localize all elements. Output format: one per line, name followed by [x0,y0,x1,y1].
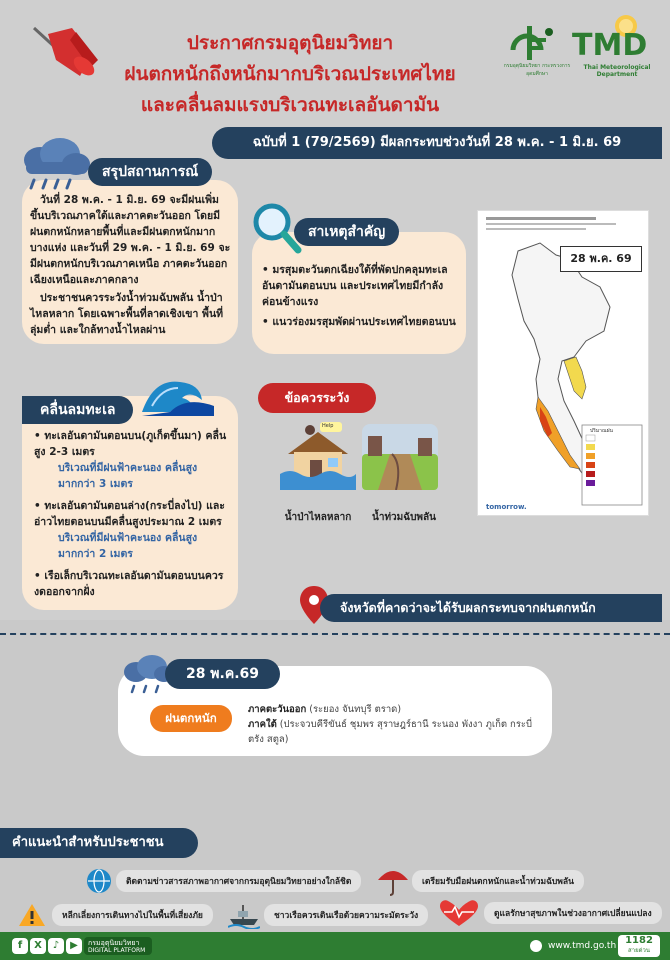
platform-line-1: กรมอุตุนิยมวิทยา [88,939,140,947]
summary-paragraph-1: วันที่ 28 พ.ค. - 1 มิ.ย. 69 จะมีฝนเพิ่มขึ้นบริเวณภาคใต้และภาคตะวันออก โดยมีฝนตกหนักหลายพื้นที่และมีฝนตกหนักมากบางแห่ง และวันที่ 29 พ.ค. - 1 มิ.ย. 69 จะมีฝนตกหนักบริเวณภาคเหนือ ภาคตะวันออกเฉียงเหนือและภาคกลาง [30,194,231,286]
flash-flood-house-icon [280,422,356,490]
pushpin-icon [26,20,106,100]
wave-item-1-main: ทะเลอันดามันตอนบน(ภูเก็ตขึ้นมา) คลื่นสูง 2-3 เมตร [34,430,227,458]
list-item: • ทะเลอันดามันตอนบน(ภูเก็ตขึ้นมา) คลื่นสูง 2-3 เมตร บริเวณที่มีฝนฟ้าคะนอง คลื่นสูงมากกว่า 3 เมตร [34,428,234,492]
x-icon[interactable]: X [30,938,46,954]
title-line-1: ประกาศกรมอุตุนิยมวิทยา [186,32,394,54]
hazard-flash-flood-label: น้ำป่าไหลหลาก [284,512,352,523]
region-south-provinces: (ประจวบคีรีขันธ์ ชุมพร สุราษฎร์ธานี ระนอง พังงา ภูเก็ต กระบี่ ตรัง สตูล) [248,719,533,745]
hotline-label: สายด่วน [628,947,650,954]
region-east-label: ภาคตะวันออก [248,704,307,715]
boat-icon [228,901,260,929]
advice-item-1 [86,866,361,896]
tiktok-icon[interactable]: ♪ [48,938,64,954]
advice-item-2 [376,866,584,896]
page-title [95,28,485,121]
advice-heading: คำแนะนำสำหรับประชาชน [0,828,198,858]
website-link[interactable]: www.tmd.go.th [548,941,617,951]
region-south-label: ภาคใต้ [248,719,277,730]
map-brand: tomorrow. [486,503,527,511]
list-item: • ทะเลอันดามันตอนล่าง(กระบี่ลงไป) และอ่าวไทยตอนบนมีคลื่นสูงประมาณ 2 เมตร บริเวณที่มีฝนฟ้าคะนอง คลื่นสูงมากกว่า 2 เมตร [34,498,234,562]
tmd-caption: Thai Meteorological Department [583,64,651,78]
region-east [248,702,548,717]
platform-line-2: DIGITAL PLATFORM [88,947,146,954]
list-item: • มรสุมตะวันตกเฉียงใต้ที่พัดปกคลุมทะเลอันดามันตอนบน และประเทศไทยมีกำลังค่อนข้างแรง [262,264,448,308]
waves-list [34,428,234,600]
advice-item-2-text: เตรียมรับมือฝนตกหนักและน้ำท่วมฉับพลัน [412,870,584,892]
affected-provinces-banner: จังหวัดที่คาดว่าจะได้รับผลกระทบจากฝนตกหนัก [320,594,662,622]
hazard-sudden-flood-label: น้ำท่วมฉับพลัน [372,512,436,523]
advice-item-4 [228,900,428,930]
wave-item-1-sub: บริเวณที่มีฝนฟ้าคะนอง คลื่นสูงมากกว่า 3 เมตร [58,462,198,490]
flash-flood-road-icon [362,424,438,490]
web-icon [530,940,542,952]
affected-regions [248,702,548,747]
advice-item-3-text: หลีกเลี่ยงการเดินทางไปในพื้นที่เสี่ยงภัย [52,904,213,926]
umbrella-icon [376,866,410,896]
summary-heading: สรุปสถานการณ์ [88,158,212,186]
advice-item-4-text: ชาวเรือควรเดินเรือด้วยความระมัดระวัง [264,904,428,926]
title-line-3: และคลื่นลมแรงบริเวณทะเลอันดามัน [140,94,440,116]
map-date-label: 28 พ.ค. 69 [560,246,642,272]
region-east-provinces: (ระยอง จันทบุรี ตราด) [309,704,402,715]
hotline-badge[interactable] [618,935,660,957]
advice-item-5-text: ดูแลรักษาสุขภาพในช่วงอากาศเปลี่ยนแปลง [484,902,662,924]
youtube-icon[interactable]: ▶ [66,938,82,954]
list-item: • แนวร่องมรสุมพัดผ่านประเทศไทยตอนบน [262,316,456,328]
advice-item-3 [18,900,213,930]
forecast-date: 28 พ.ค.69 [165,659,280,689]
advice-item-5 [436,898,662,928]
section-divider [0,633,670,635]
hotline-number: 1182 [625,935,653,946]
title-line-2: ฝนตกหนักถึงหนักมากบริเวณประเทศไทย [124,63,456,85]
list-item: • เรือเล็กบริเวณทะเลอันดามันตอนบนควรงดออกจากฝั่ง [34,570,224,598]
summary-paragraph-2: ประชาชนควรระวังน้ำท่วมฉับพลัน น้ำป่าไหลหลาก โดยเฉพาะพื้นที่ลาดเชิงเขา พื้นที่ลุ่มต่ำ และใกล้ทางน้ำไหลผ่าน [30,292,224,336]
wave-icon [140,372,216,418]
map-legend-title: ปริมาณฝน [590,428,613,434]
heavy-rain-badge: ฝนตกหนัก [150,705,232,732]
caution-heading: ข้อควรระวัง [258,383,376,413]
rain-cloud-icon [18,138,94,194]
waves-heading: คลื่นลมทะเล [22,396,133,424]
department-caption: กรมอุตุนิยมวิทยา กระทรวงการอุดมศึกษา [503,63,571,77]
health-heart-icon [436,898,482,928]
wave-item-2-sub: บริเวณที่มีฝนฟ้าคะนอง คลื่นสูงมากกว่า 2 เมตร [58,532,198,560]
cause-heading: สาเหตุสำคัญ [294,218,399,246]
wave-item-3-main: เรือเล็กบริเวณทะเลอันดามันตอนบนควรงดออกจากฝั่ง [34,570,224,598]
warning-icon [18,902,46,928]
cause-list [262,262,462,330]
digital-platform-badge[interactable] [84,937,152,955]
globe-icon [86,868,112,894]
issue-banner: ฉบับที่ 1 (79/2569) มีผลกระทบช่วงวันที่ 28 พ.ค. - 1 มิ.ย. 69 [212,127,662,159]
cause-item-2: แนวร่องมรสุมพัดผ่านประเทศไทยตอนบน [272,316,456,328]
advice-item-1-text: ติดตามข่าวสารสภาพอากาศจากกรมอุตุนิยมวิทยาอย่างใกล้ชิด [116,870,361,892]
region-south [248,717,548,747]
help-sign: Help [322,423,334,429]
wave-item-2-main: ทะเลอันดามันตอนล่าง(กระบี่ลงไป) และอ่าวไทยตอนบนมีคลื่นสูงประมาณ 2 เมตร [34,500,225,528]
tmd-logo-text: TMD [572,28,648,63]
cause-item-1: มรสุมตะวันตกเฉียงใต้ที่พัดปกคลุมทะเลอันดามันตอนบน และประเทศไทยมีกำลังค่อนข้างแรง [262,264,448,308]
footer-bar [0,932,670,960]
facebook-icon[interactable]: f [12,938,28,954]
